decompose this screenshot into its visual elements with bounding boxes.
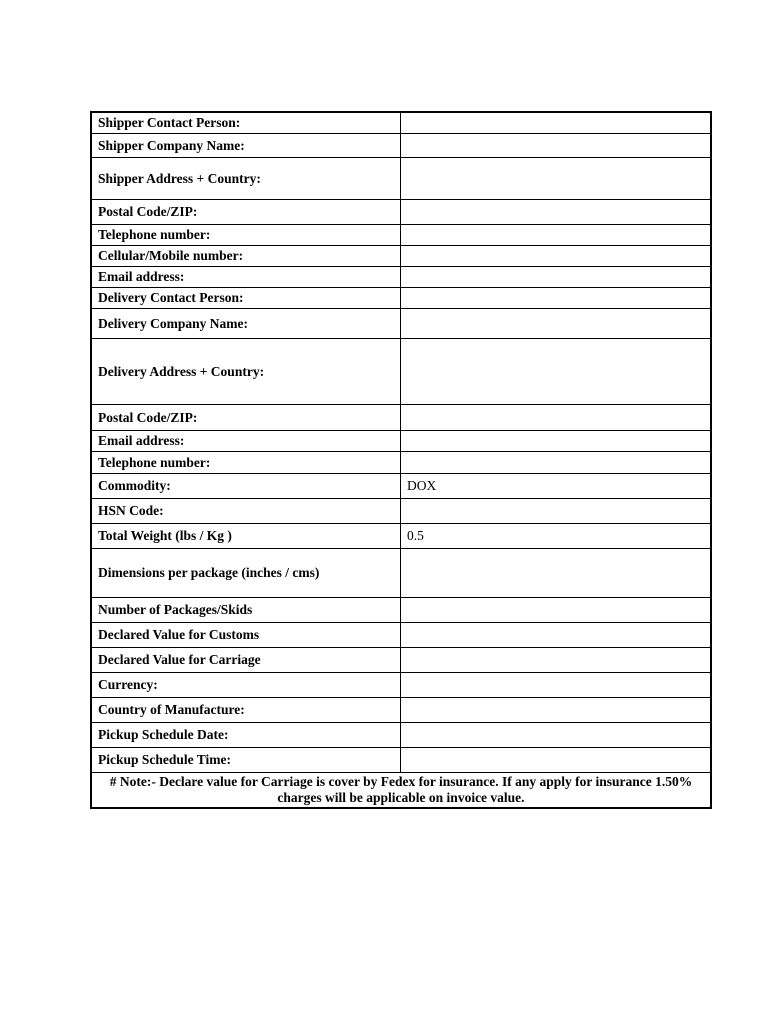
form-row-shipper-email	[91, 266, 711, 287]
form-row-delivery-postal-code	[91, 404, 711, 430]
field-value[interactable]	[401, 308, 712, 338]
field-value[interactable]	[401, 722, 712, 747]
field-label: Total Weight (lbs / Kg )	[91, 523, 401, 548]
field-value[interactable]	[401, 597, 712, 622]
form-row-shipper-telephone	[91, 224, 711, 245]
field-value[interactable]	[401, 430, 712, 451]
form-row-dimensions	[91, 548, 711, 597]
field-value[interactable]	[401, 498, 712, 523]
field-label: Email address:	[91, 266, 401, 287]
field-value[interactable]	[401, 647, 712, 672]
form-row-commodity	[91, 473, 711, 498]
field-label: Delivery Address + Country:	[91, 338, 401, 404]
field-value[interactable]	[401, 157, 712, 199]
field-value[interactable]	[401, 133, 712, 157]
form-row-delivery-company-name	[91, 308, 711, 338]
field-label: HSN Code:	[91, 498, 401, 523]
field-label: Shipper Address + Country:	[91, 157, 401, 199]
field-label: Postal Code/ZIP:	[91, 404, 401, 430]
form-row-shipper-company-name	[91, 133, 711, 157]
field-label: Declared Value for Carriage	[91, 647, 401, 672]
field-label: Number of Packages/Skids	[91, 597, 401, 622]
form-row-pickup-schedule-date	[91, 722, 711, 747]
form-row-shipper-address-country	[91, 157, 711, 199]
field-label: Dimensions per package (inches / cms)	[91, 548, 401, 597]
form-row-shipper-postal-code	[91, 199, 711, 224]
form-row-pickup-schedule-time	[91, 747, 711, 772]
field-value[interactable]	[401, 224, 712, 245]
field-value[interactable]	[401, 451, 712, 473]
field-value[interactable]	[401, 287, 712, 308]
form-row-shipper-mobile	[91, 245, 711, 266]
field-value[interactable]: 0.5	[401, 523, 712, 548]
field-label: Shipper Company Name:	[91, 133, 401, 157]
shipment-form-table	[90, 111, 712, 809]
field-value[interactable]: DOX	[401, 473, 712, 498]
form-row-declared-value-carriage	[91, 647, 711, 672]
field-label: Delivery Contact Person:	[91, 287, 401, 308]
form-row-hsn-code	[91, 498, 711, 523]
form-note-row	[91, 772, 711, 808]
form-row-delivery-telephone	[91, 451, 711, 473]
field-label: Commodity:	[91, 473, 401, 498]
field-value[interactable]	[401, 245, 712, 266]
field-value[interactable]	[401, 266, 712, 287]
field-label: Country of Manufacture:	[91, 697, 401, 722]
field-value[interactable]	[401, 747, 712, 772]
form-row-delivery-contact-person	[91, 287, 711, 308]
form-row-delivery-address-country	[91, 338, 711, 404]
field-label: Email address:	[91, 430, 401, 451]
form-row-declared-value-customs	[91, 622, 711, 647]
field-label: Shipper Contact Person:	[91, 112, 401, 133]
field-label: Delivery Company Name:	[91, 308, 401, 338]
field-value[interactable]	[401, 338, 712, 404]
field-label: Telephone number:	[91, 451, 401, 473]
field-label: Cellular/Mobile number:	[91, 245, 401, 266]
form-row-total-weight	[91, 523, 711, 548]
form-row-country-of-manufacture	[91, 697, 711, 722]
field-label: Telephone number:	[91, 224, 401, 245]
field-value[interactable]	[401, 697, 712, 722]
form-row-currency	[91, 672, 711, 697]
field-value[interactable]	[401, 404, 712, 430]
field-label: Pickup Schedule Time:	[91, 747, 401, 772]
form-row-shipper-contact-person	[91, 112, 711, 133]
field-value[interactable]	[401, 622, 712, 647]
form-row-number-of-packages	[91, 597, 711, 622]
field-label: Pickup Schedule Date:	[91, 722, 401, 747]
form-row-delivery-email	[91, 430, 711, 451]
field-value[interactable]	[401, 112, 712, 133]
field-label: Declared Value for Customs	[91, 622, 401, 647]
field-value[interactable]	[401, 672, 712, 697]
field-value[interactable]	[401, 199, 712, 224]
insurance-note: # Note:- Declare value for Carriage is cover by Fedex for insurance. If any apply for insurance 1.50% charges will be applicable on invoice value.	[91, 772, 711, 808]
field-label: Postal Code/ZIP:	[91, 199, 401, 224]
field-label: Currency:	[91, 672, 401, 697]
field-value[interactable]	[401, 548, 712, 597]
